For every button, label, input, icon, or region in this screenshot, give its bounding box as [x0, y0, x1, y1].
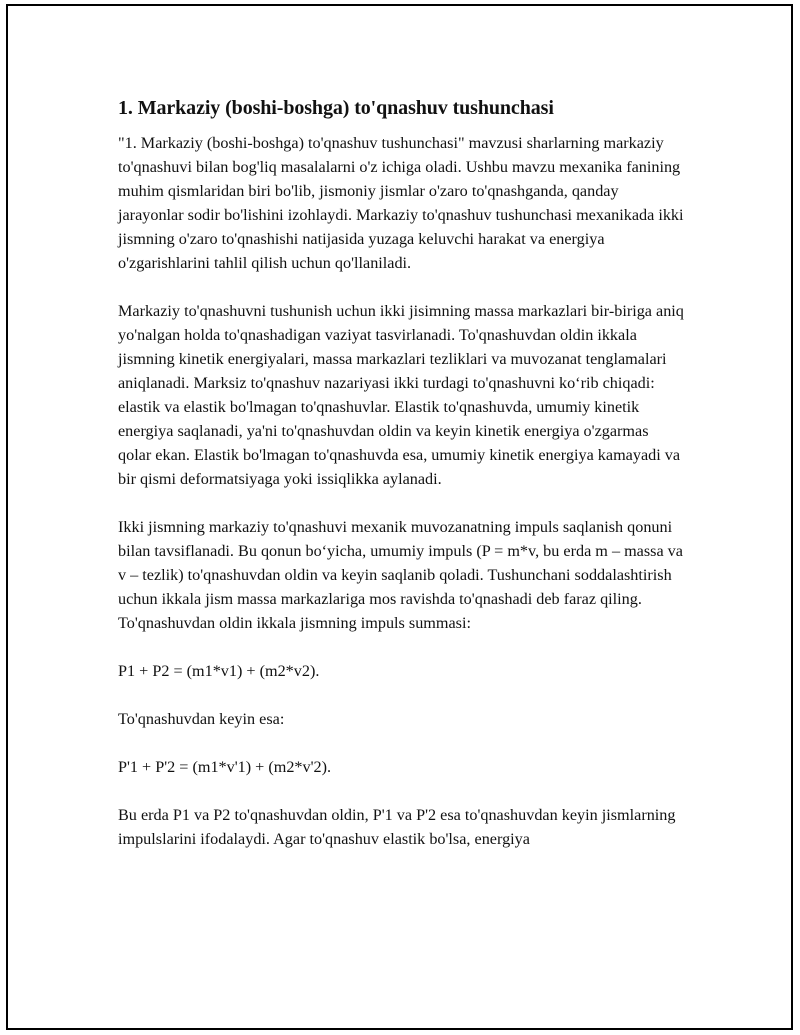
paragraph-collision-types: Markaziy to'qnashuvni tushunish uchun ikki jisimning massa markazlari bir-biriga aniq yo'nalgan holda to'qnashadigan vaziyat tasvirlanadi. To'qnashuvdan oldin ikkala jismning kinetik energiyalari, massa markazlari tezliklari va muvozanat tenglamalari aniqlanadi. Marksiz to'qnashuv nazariyasi ikki turdagi to'qnashuvni ko‘rib chiqadi: elastik va elastik bo'lmagan to'qnashuvlar. Elastik to'qnashuvda, umumiy kinetik energiya saqlanadi, ya'ni to'qnashuvdan oldin va keyin kinetik energiya o'zgarmas qolar ekan. Elastik bo'lmagan to'qnashuvda esa, umumiy kinetik energiya kamayadi va bir qismi deformatsiyaga yoki issiqlikka aylanadi. [118, 302, 684, 488]
document-body [118, 96, 684, 875]
formula-after-collision: P'1 + P'2 = (m1*v'1) + (m2*v'2). [118, 758, 332, 776]
paragraph-momentum-law: Ikki jismning markaziy to'qnashuvi mexanik muvozanatning impuls saqlanish qonuni bilan tavsiflanadi. Bu qonun bo‘yicha, umumiy impuls (P = m*v, bu erda m – massa va v – tezlik) to'qnashuvdan oldin va keyin saqlanib qoladi. Tushunchani soddalashtirish uchun ikkala jism massa markazlariga mos ravishda to'qnashadi deb faraz qiling. To'qnashuvdan oldin ikkala jismning impuls summasi: [118, 518, 683, 632]
formula-before-collision: P1 + P2 = (m1*v1) + (m2*v2). [118, 662, 320, 680]
paragraph-impulse-explanation: Bu erda P1 va P2 to'qnashuvdan oldin, P'1 va P'2 esa to'qnashuvdan keyin jismlarning impulslarini ifodalaydi. Agar to'qnashuv elastik bo'lsa, energiya [118, 806, 676, 848]
paragraph-after-label: To'qnashuvdan keyin esa: [118, 710, 285, 728]
paragraph-intro: "1. Markaziy (boshi-boshga) to'qnashuv tushunchasi" mavzusi sharlarning markaziy to'qnashuvi bilan bog'liq masalalarni o'z ichiga oladi. Ushbu mavzu mexanika fanining muhim qismlaridan biri bo'lib, jismoniy jismlar o'zaro to'qnashganda, qanday jarayonlar sodir bo'lishini izohlaydi. Markaziy to'qnashuv tushunchasi mexanikada ikki jismning o'zaro to'qnashishi natijasida yuzaga keluvchi harakat va energiya o'zgarishlarini tahlil qilish uchun qo'llaniladi. [118, 134, 684, 272]
document-title: 1. Markaziy (boshi-boshga) to'qnashuv tushunchasi [118, 97, 554, 119]
